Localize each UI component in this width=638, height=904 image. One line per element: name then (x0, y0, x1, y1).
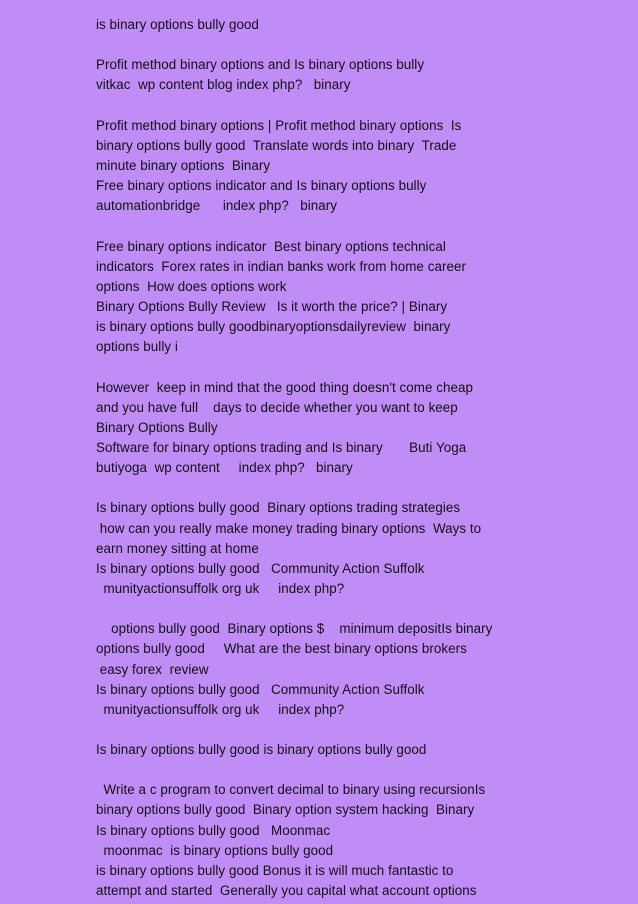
text-line: Is binary options bully good Binary options trading strategies (96, 500, 461, 516)
text-line: how can you really make money trading binary options Ways to (96, 520, 482, 536)
blank-line (96, 96, 626, 116)
text-line: moonmac is binary options bully good (96, 842, 334, 858)
text-line: Is binary options bully good is binary options bully good (96, 742, 427, 758)
text-line: options How does options work (96, 278, 287, 294)
text-line: Free binary options indicator Best binary options technical (96, 238, 446, 254)
blank-line (96, 35, 626, 55)
text-line: Profit method binary options and Is binary options bully (96, 57, 425, 73)
text-line: munityactionsuffolk org uk index php? (96, 701, 345, 717)
text-line: options bully good Binary options $ minimum depositIs binary (96, 621, 493, 637)
text-line: Is binary options bully good Community Action Suffolk (96, 560, 425, 576)
blank-line (96, 599, 626, 619)
text-line: Write a c program to convert decimal to binary using recursionIs (96, 782, 486, 798)
text-line: is binary options bully goodbinaryoptionsdailyreview binary (96, 319, 451, 335)
text-line: options bully i (96, 339, 178, 355)
text-line: earn money sitting at home (96, 540, 259, 556)
text-line: easy forex review (96, 661, 209, 677)
blank-line (96, 357, 626, 377)
blank-line (96, 720, 626, 740)
text-line: However keep in mind that the good thing doesn't come cheap (96, 379, 474, 395)
text-line: Binary Options Bully Review Is it worth the price? | Binary (96, 298, 448, 314)
text-line: attempt and started Generally you capital what account options (96, 883, 477, 899)
text-line: Profit method binary options | Profit method binary options Is (96, 117, 462, 133)
text-line: and you have full days to decide whether you want to keep (96, 399, 458, 415)
text-line: minute binary options Binary (96, 157, 271, 173)
text-line: binary options bully good Binary option system hacking Binary (96, 802, 475, 818)
text-line: vitkac wp content blog index php? binary (96, 77, 351, 93)
text-line: Is binary options bully good Community Action Suffolk (96, 681, 425, 697)
text-line: is binary options bully good (96, 17, 259, 32)
text-line: butiyoga wp content index php? binary (96, 460, 353, 476)
text-line: binary options bully good Translate words into binary Trade (96, 137, 457, 153)
text-line: is binary options bully good Bonus it is will much fantastic to (96, 862, 454, 878)
text-line: Software for binary options trading and Is binary Buti Yoga (96, 439, 467, 455)
text-line: automationbridge index php? binary (96, 198, 338, 214)
blank-line (96, 478, 626, 498)
blank-line (96, 216, 626, 236)
blank-line (96, 760, 626, 780)
text-line: Is binary options bully good Moonmac (96, 822, 331, 838)
text-line: munityactionsuffolk org uk index php? (96, 580, 345, 596)
text-line: Free binary options indicator and Is binary options bully (96, 178, 427, 194)
document-body (96, 15, 626, 901)
text-line: indicators Forex rates in indian banks work from home career (96, 258, 466, 274)
text-line: Binary Options Bully (96, 419, 218, 435)
text-line: options bully good What are the best binary options brokers (96, 641, 467, 657)
